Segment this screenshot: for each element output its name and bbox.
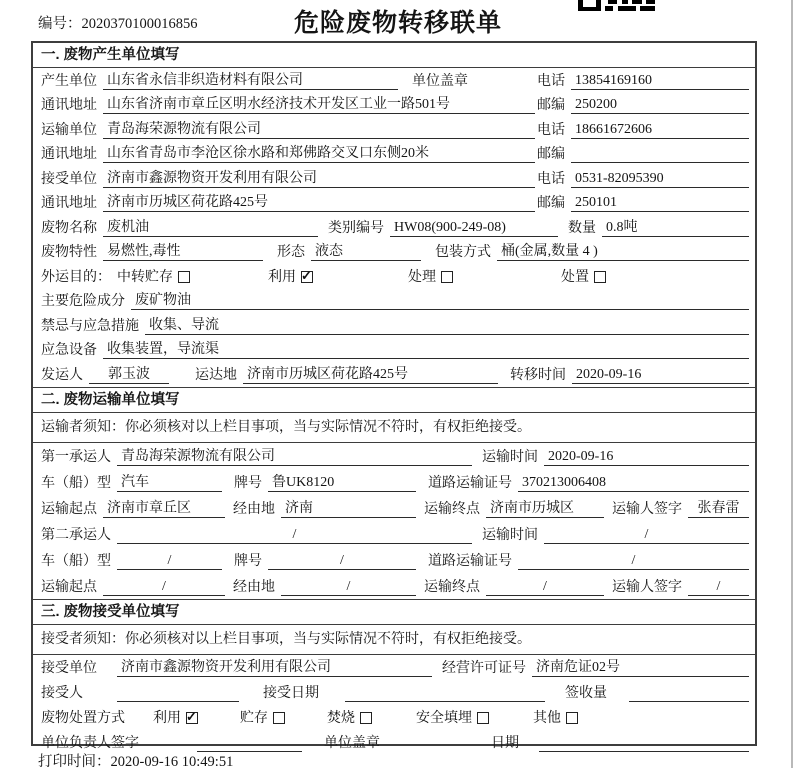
receiver-value: 济南市鑫源物资开发利用有限公司 [103,167,535,188]
first-carrier-value: 青岛海荣源物流有限公司 [117,445,472,466]
address-label: 通讯地址 [41,196,97,211]
transfer-time-label: 转移时间 [510,367,566,383]
section1-title: 一. 废物产生单位填写 [33,43,755,68]
route-end-value: 济南市历城区 [486,497,604,518]
accept-unit-value: 济南市鑫源物资开发利用有限公司 [117,656,432,677]
category-value: HW08(900-249-08) [390,220,558,237]
plate-label: 牌号 [234,553,262,569]
acceptor-value [117,685,239,702]
seal-label: 单位盖章 [412,73,468,89]
transporter-address-value: 山东省青岛市李沧区徐水路和郑佛路交叉口东侧20米 [103,142,535,163]
accept-unit-label: 接受单位 [41,660,97,676]
phone-label: 电话 [537,122,565,138]
purpose-label: 外运目的： [41,269,111,285]
character-value: 易燃性,毒性 [103,240,263,261]
form-label: 形态 [277,245,305,260]
receiver-label: 接受单位 [41,171,97,187]
business-license-label: 经营许可证号 [442,660,526,676]
transporter-zip-value [571,146,749,163]
dispatcher-value: 郭玉波 [89,363,169,384]
receipt-amount-value [629,685,749,702]
section-producer [33,43,755,387]
route-end-2-value: / [486,579,604,596]
disposal-option-other [533,707,578,727]
disposal-option-storage [240,707,285,727]
route-via-value: 济南 [281,497,416,518]
quantity-label: 数量 [568,220,596,236]
disposal-option-other-label: 其他 [533,710,561,726]
transport-time-label: 运输时间 [482,449,538,465]
transfer-time-value: 2020-09-16 [572,367,749,384]
disposal-other-checkbox [566,712,578,724]
row-accept-unit [33,655,755,680]
purpose-option-dispose-label: 处置 [561,269,589,285]
plate-value: 鲁UK8120 [268,471,416,492]
vehicle-type-label: 车（船）型 [41,553,111,569]
road-license-value: 370213006408 [518,475,749,492]
transporter-phone-value: 18661672606 [571,122,749,139]
hazard-value: 废矿物油 [131,289,749,310]
character-label: 废物特性 [41,245,97,260]
packaging-label: 包装方式 [435,245,491,260]
disposal-option-landfill [416,707,489,727]
row-second-carrier [33,521,755,547]
route-start-2-value: / [103,579,225,596]
row-emergency-equipment [33,338,755,363]
print-time-value: 2020-09-16 10:49:51 [110,754,234,770]
waste-name-value: 废机油 [103,216,318,237]
row-waste-name [33,215,755,240]
producer-zip-value: 250200 [571,97,749,114]
transporter-value: 青岛海荣源物流有限公司 [103,118,535,139]
plate-2-value: / [268,553,416,570]
disposal-landfill-checkbox [477,712,489,724]
row-disposal-method [33,705,755,730]
packaging-value: 桶(金属,数量 4 ) [497,240,749,261]
section2-title: 二. 废物运输单位填写 [33,388,755,413]
purpose-option-use-label: 利用 [268,269,296,285]
purpose-option-treat [408,266,453,286]
carrier-sign-label: 运输人签字 [612,579,682,595]
purpose-option-storage-label: 中转贮存 [117,269,173,285]
producer-value: 山东省永信非织造材料有限公司 [103,69,398,90]
manifest-form [31,41,757,751]
row-transporter [33,117,755,142]
transporter-label: 运输单位 [41,122,97,138]
disposal-storage-checkbox [273,712,285,724]
category-label: 类别编号 [328,220,384,236]
doc-number-label: 编号： [38,16,82,32]
receiver-notice: 接受者须知：你必须核对以上栏目事项，当与实际情况不符时，有权拒绝接受。 [33,625,755,655]
second-carrier-value: / [117,527,472,544]
row-acceptor [33,680,755,705]
plate-label: 牌号 [234,475,262,491]
purpose-option-treat-label: 处理 [408,269,436,285]
vehicle-type-2-value: / [117,553,222,570]
destination-label: 运达地 [195,367,237,383]
disposal-option-use-label: 利用 [153,710,181,726]
route-end-label: 运输终点 [424,501,480,517]
purpose-option-use [268,266,313,286]
zip-label: 邮编 [537,147,565,162]
route-via-label: 经由地 [233,579,275,595]
date-value [539,735,749,752]
section-receiver [33,599,755,755]
receiver-address-value: 济南市历城区荷花路425号 [103,191,535,212]
accept-date-label: 接受日期 [263,685,319,701]
producer-label: 产生单位 [41,73,97,89]
producer-address-value: 山东省济南市章丘区明水经济技术开发区工业一路501号 [103,93,535,114]
receiver-phone-value: 0531-82095390 [571,171,749,188]
row-producer [33,68,755,93]
address-label: 通讯地址 [41,147,97,162]
row-transfer-purpose [33,264,755,289]
route-start-label: 运输起点 [41,579,97,595]
road-license-2-value: / [518,553,749,570]
carrier-sign-2-value: / [688,579,749,596]
accept-date-value [345,685,545,702]
doc-number-value: 2020370100016856 [81,16,198,32]
dispose-checkbox [594,271,606,283]
dispatcher-label: 发运人 [41,367,83,383]
purpose-option-dispose [561,266,606,286]
route-start-label: 运输起点 [41,501,97,517]
route-via-2-value: / [281,579,416,596]
road-license-label: 道路运输证号 [428,553,512,569]
equipment-label: 应急设备 [41,343,97,358]
row-route-1 [33,495,755,521]
row-transporter-address [33,142,755,167]
disposal-method-label: 废物处置方式 [41,710,125,726]
disposal-option-incinerate [327,707,372,727]
route-via-label: 经由地 [233,501,275,517]
row-vehicle-1 [33,469,755,495]
second-carrier-label: 第二承运人 [41,527,111,543]
row-receiver [33,166,755,191]
page-edge-line [791,0,793,768]
disposal-option-landfill-label: 安全填埋 [416,710,472,726]
section3-title: 三. 废物接受单位填写 [33,600,755,625]
emergency-value: 收集、导流 [145,314,749,335]
page-title: 危险废物转移联单 [293,9,502,37]
row-vehicle-2 [33,547,755,573]
treat-checkbox [441,271,453,283]
row-hazard-component [33,289,755,314]
disposal-option-use [153,707,198,727]
road-license-label: 道路运输证号 [428,475,512,491]
row-receiver-address [33,191,755,216]
route-start-value: 济南市章丘区 [103,497,225,518]
zip-label: 邮编 [537,98,565,113]
carrier-sign-label: 运输人签字 [612,501,682,517]
print-time-label: 打印时间： [38,754,111,770]
disposal-option-incinerate-label: 焚烧 [327,710,355,726]
disposal-option-storage-label: 贮存 [240,710,268,726]
date-label: 日期 [491,735,519,751]
phone-label: 电话 [537,73,565,89]
row-dispatch [33,362,755,387]
row-producer-address [33,93,755,118]
disposal-incinerate-checkbox [360,712,372,724]
responsible-sign-value [197,735,302,752]
row-route-2 [33,573,755,599]
carrier-sign-value: 张春雷 [688,497,749,518]
transport-time-label: 运输时间 [482,527,538,543]
first-carrier-label: 第一承运人 [41,449,111,465]
emergency-label: 禁忌与应急措施 [41,318,139,334]
row-first-carrier [33,443,755,469]
qr-code-fragment-icon [578,0,655,16]
destination-value: 济南市历城区荷花路425号 [243,363,498,384]
phone-label: 电话 [537,171,565,187]
receiver-zip-value: 250101 [571,195,749,212]
row-waste-character [33,240,755,265]
acceptor-label: 接受人 [41,685,83,701]
vehicle-type-value: 汽车 [117,471,222,492]
purpose-option-storage [117,266,190,286]
use-checkbox [301,271,313,283]
waste-name-label: 废物名称 [41,220,97,236]
transporter-notice: 运输者须知：你必须核对以上栏目事项，当与实际情况不符时，有权拒绝接受。 [33,413,755,443]
producer-phone-value: 13854169160 [571,73,749,90]
hazard-label: 主要危险成分 [41,294,125,309]
route-end-label: 运输终点 [424,579,480,595]
equipment-value: 收集装置，导流渠 [103,338,749,359]
form-value: 液态 [311,240,421,261]
quantity-value: 0.8吨 [602,216,749,237]
unit-seal-label: 单位盖章 [324,735,380,751]
business-license-value: 济南危证02号 [532,656,749,677]
section-transporter [33,387,755,599]
disposal-use-checkbox [186,712,198,724]
receipt-amount-label: 签收量 [565,685,607,701]
responsible-sign-label: 单位负责人签字 [41,735,139,751]
address-label: 通讯地址 [41,98,97,113]
row-emergency-measures [33,313,755,338]
transport-time-2-value: / [544,527,749,544]
vehicle-type-label: 车（船）型 [41,475,111,491]
transport-time-value: 2020-09-16 [544,449,749,466]
zip-label: 邮编 [537,196,565,211]
storage-checkbox [178,271,190,283]
